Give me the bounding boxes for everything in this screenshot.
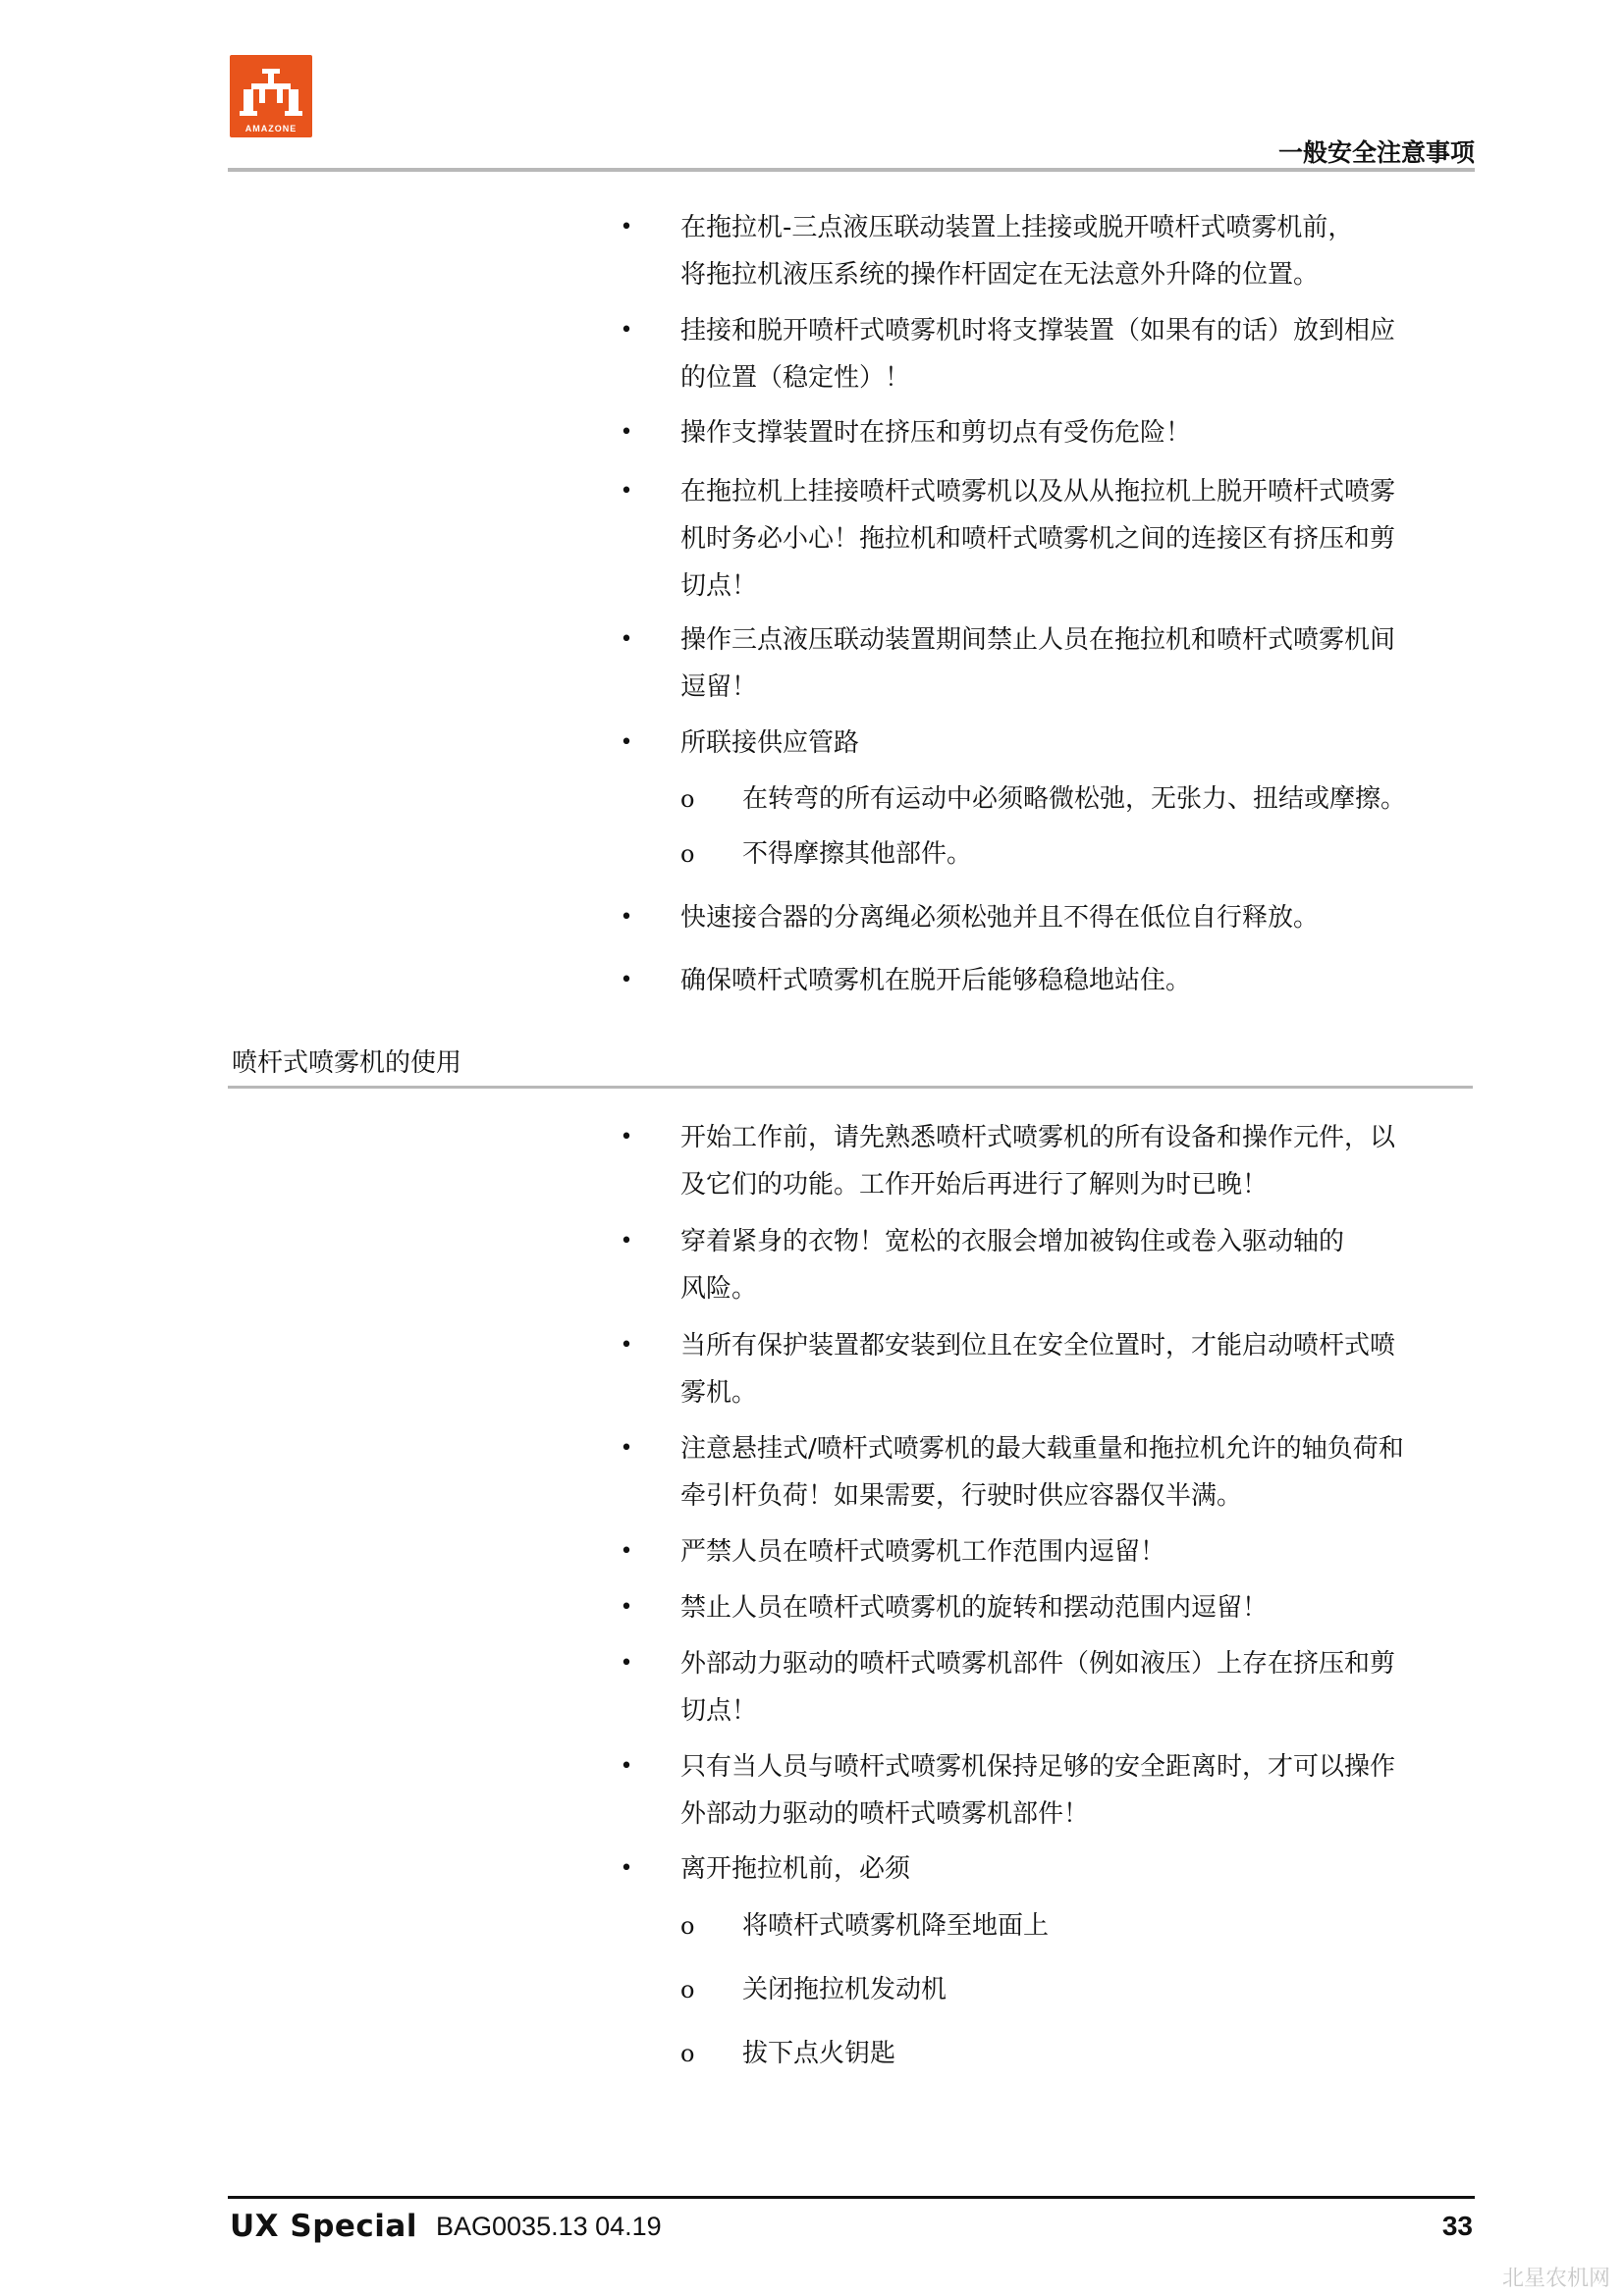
list-item-line: 在拖拉机上挂接喷杆式喷雾机以及从从拖拉机上脱开喷杆式喷雾 [680, 477, 1396, 507]
list-item-line: 所联接供应管路 [680, 728, 860, 758]
sub-list-item: 关闭拖拉机发动机 [742, 1975, 947, 2004]
list-item [680, 1584, 1466, 1631]
list-item-line: 禁止人员在喷杆式喷雾机的旋转和摆动范围内逗留！ [680, 1593, 1269, 1623]
list-item [680, 1640, 1466, 1735]
bullet-icon: • [620, 479, 633, 504]
list-item-line: 挂接和脱开喷杆式喷雾机时将支撑装置（如果有的话）放到相应 [680, 316, 1396, 346]
sub-list-item: 拔下点火钥匙 [742, 2039, 896, 2068]
bullet-icon: • [620, 730, 633, 755]
footer-product-name: UX Special [230, 2209, 417, 2244]
header-rule [228, 168, 1475, 172]
bullet-icon: • [620, 215, 633, 240]
bullet-icon: • [620, 1539, 633, 1564]
bullet-icon: • [620, 905, 633, 930]
sub-bullet-icon: o [680, 1976, 695, 2003]
logo-wordmark: AMAZONE [244, 124, 298, 133]
bullet-icon: • [620, 968, 633, 992]
section-title: 一般安全注意事项 [1277, 138, 1475, 167]
list-item-line: 离开拖拉机前，必须 [680, 1854, 911, 1884]
footer-rule [228, 2196, 1475, 2199]
list-item-line: 操作支撑装置时在挤压和剪切点有受伤危险！ [680, 418, 1192, 448]
list-item-line: 开始工作前，请先熟悉喷杆式喷雾机的所有设备和操作元件，以 [680, 1123, 1396, 1152]
list-item [680, 204, 1466, 298]
list-item [680, 720, 1466, 767]
sub-bullet-icon: o [680, 840, 695, 868]
list-item-line: 机时务必小心！拖拉机和喷杆式喷雾机之间的连接区有挤压和剪 [680, 524, 1396, 554]
list-item-line: 切点！ [680, 1696, 758, 1726]
list-item-line: 及它们的功能。工作开始后再进行了解则为时已晚！ [680, 1170, 1269, 1200]
list-item-line: 当所有保护装置都安装到位且在安全位置时，才能启动喷杆式喷 [680, 1331, 1396, 1361]
list-item-line: 操作三点液压联动装置期间禁止人员在拖拉机和喷杆式喷雾机间 [680, 625, 1396, 655]
list-item [680, 1322, 1466, 1416]
sub-list-item: 在转弯的所有运动中必须略微松弛，无张力、扭结或摩擦。 [742, 784, 1407, 814]
list-item-line: 确保喷杆式喷雾机在脱开后能够稳稳地站住。 [680, 966, 1192, 995]
list-item [680, 307, 1466, 401]
bullet-icon: • [620, 1754, 633, 1779]
list-item-line: 外部动力驱动的喷杆式喷雾机部件（例如液压）上存在挤压和剪 [680, 1649, 1396, 1679]
page-number: 33 [1441, 2211, 1473, 2241]
list-item-line: 风险。 [680, 1274, 758, 1304]
bullet-icon: • [620, 1333, 633, 1358]
bullet-icon: • [620, 1856, 633, 1881]
list-item-line: 外部动力驱动的喷杆式喷雾机部件！ [680, 1799, 1090, 1829]
list-item-line: 注意悬挂式/喷杆式喷雾机的最大载重量和拖拉机允许的轴负荷和 [680, 1434, 1404, 1464]
list-item-line: 在拖拉机-三点液压联动装置上挂接或脱开喷杆式喷雾机前， [680, 213, 1354, 242]
bullet-icon: • [620, 1436, 633, 1461]
list-item-line: 只有当人员与喷杆式喷雾机保持足够的安全距离时，才可以操作 [680, 1752, 1396, 1782]
bullet-icon: • [620, 1651, 633, 1676]
list-item [680, 409, 1466, 456]
list-item [680, 1114, 1466, 1208]
list-item-line: 严禁人员在喷杆式喷雾机工作范围内逗留！ [680, 1537, 1166, 1567]
list-item-line: 穿着紧身的衣物！宽松的衣服会增加被钩住或卷入驱动轴的 [680, 1227, 1345, 1256]
list-item [680, 1743, 1466, 1838]
bullet-icon: • [620, 1595, 633, 1620]
bullet-icon: • [620, 1125, 633, 1149]
bullet-icon: • [620, 1229, 633, 1254]
list-item [680, 1425, 1466, 1520]
amazone-logo-icon [230, 55, 312, 137]
list-item-line: 切点！ [680, 571, 758, 601]
bullet-icon: • [620, 318, 633, 343]
footer-doc-code: BAG0035.13 04.19 [436, 2212, 662, 2241]
list-item-line: 的位置（稳定性）！ [680, 363, 911, 393]
list-item [680, 1218, 1466, 1312]
list-item [680, 468, 1466, 610]
list-item [680, 616, 1466, 711]
list-item-line: 牵引杆负荷！如果需要，行驶时供应容器仅半满。 [680, 1481, 1243, 1511]
subsection-rule [228, 1086, 1473, 1089]
sub-list-item: 不得摩擦其他部件。 [742, 839, 973, 869]
subsection-heading: 喷杆式喷雾机的使用 [232, 1048, 462, 1078]
list-item [680, 1845, 1466, 1893]
list-item [680, 957, 1466, 1004]
sub-bullet-icon: o [680, 785, 695, 813]
list-item-line: 快速接合器的分离绳必须松弛并且不得在低位自行释放。 [680, 903, 1320, 933]
list-item [680, 894, 1466, 941]
sub-bullet-icon: o [680, 1912, 695, 1940]
sub-list-item: 将喷杆式喷雾机降至地面上 [742, 1911, 1050, 1941]
watermark: 北星农机网 [1501, 2267, 1610, 2291]
bullet-icon: • [620, 627, 633, 652]
bullet-icon: • [620, 420, 633, 445]
list-item-line: 雾机。 [680, 1378, 758, 1408]
sub-bullet-icon: o [680, 2040, 695, 2067]
list-item-line: 逗留！ [680, 672, 758, 702]
list-item-line: 将拖拉机液压系统的操作杆固定在无法意外升降的位置。 [680, 260, 1320, 290]
list-item [680, 1528, 1466, 1575]
